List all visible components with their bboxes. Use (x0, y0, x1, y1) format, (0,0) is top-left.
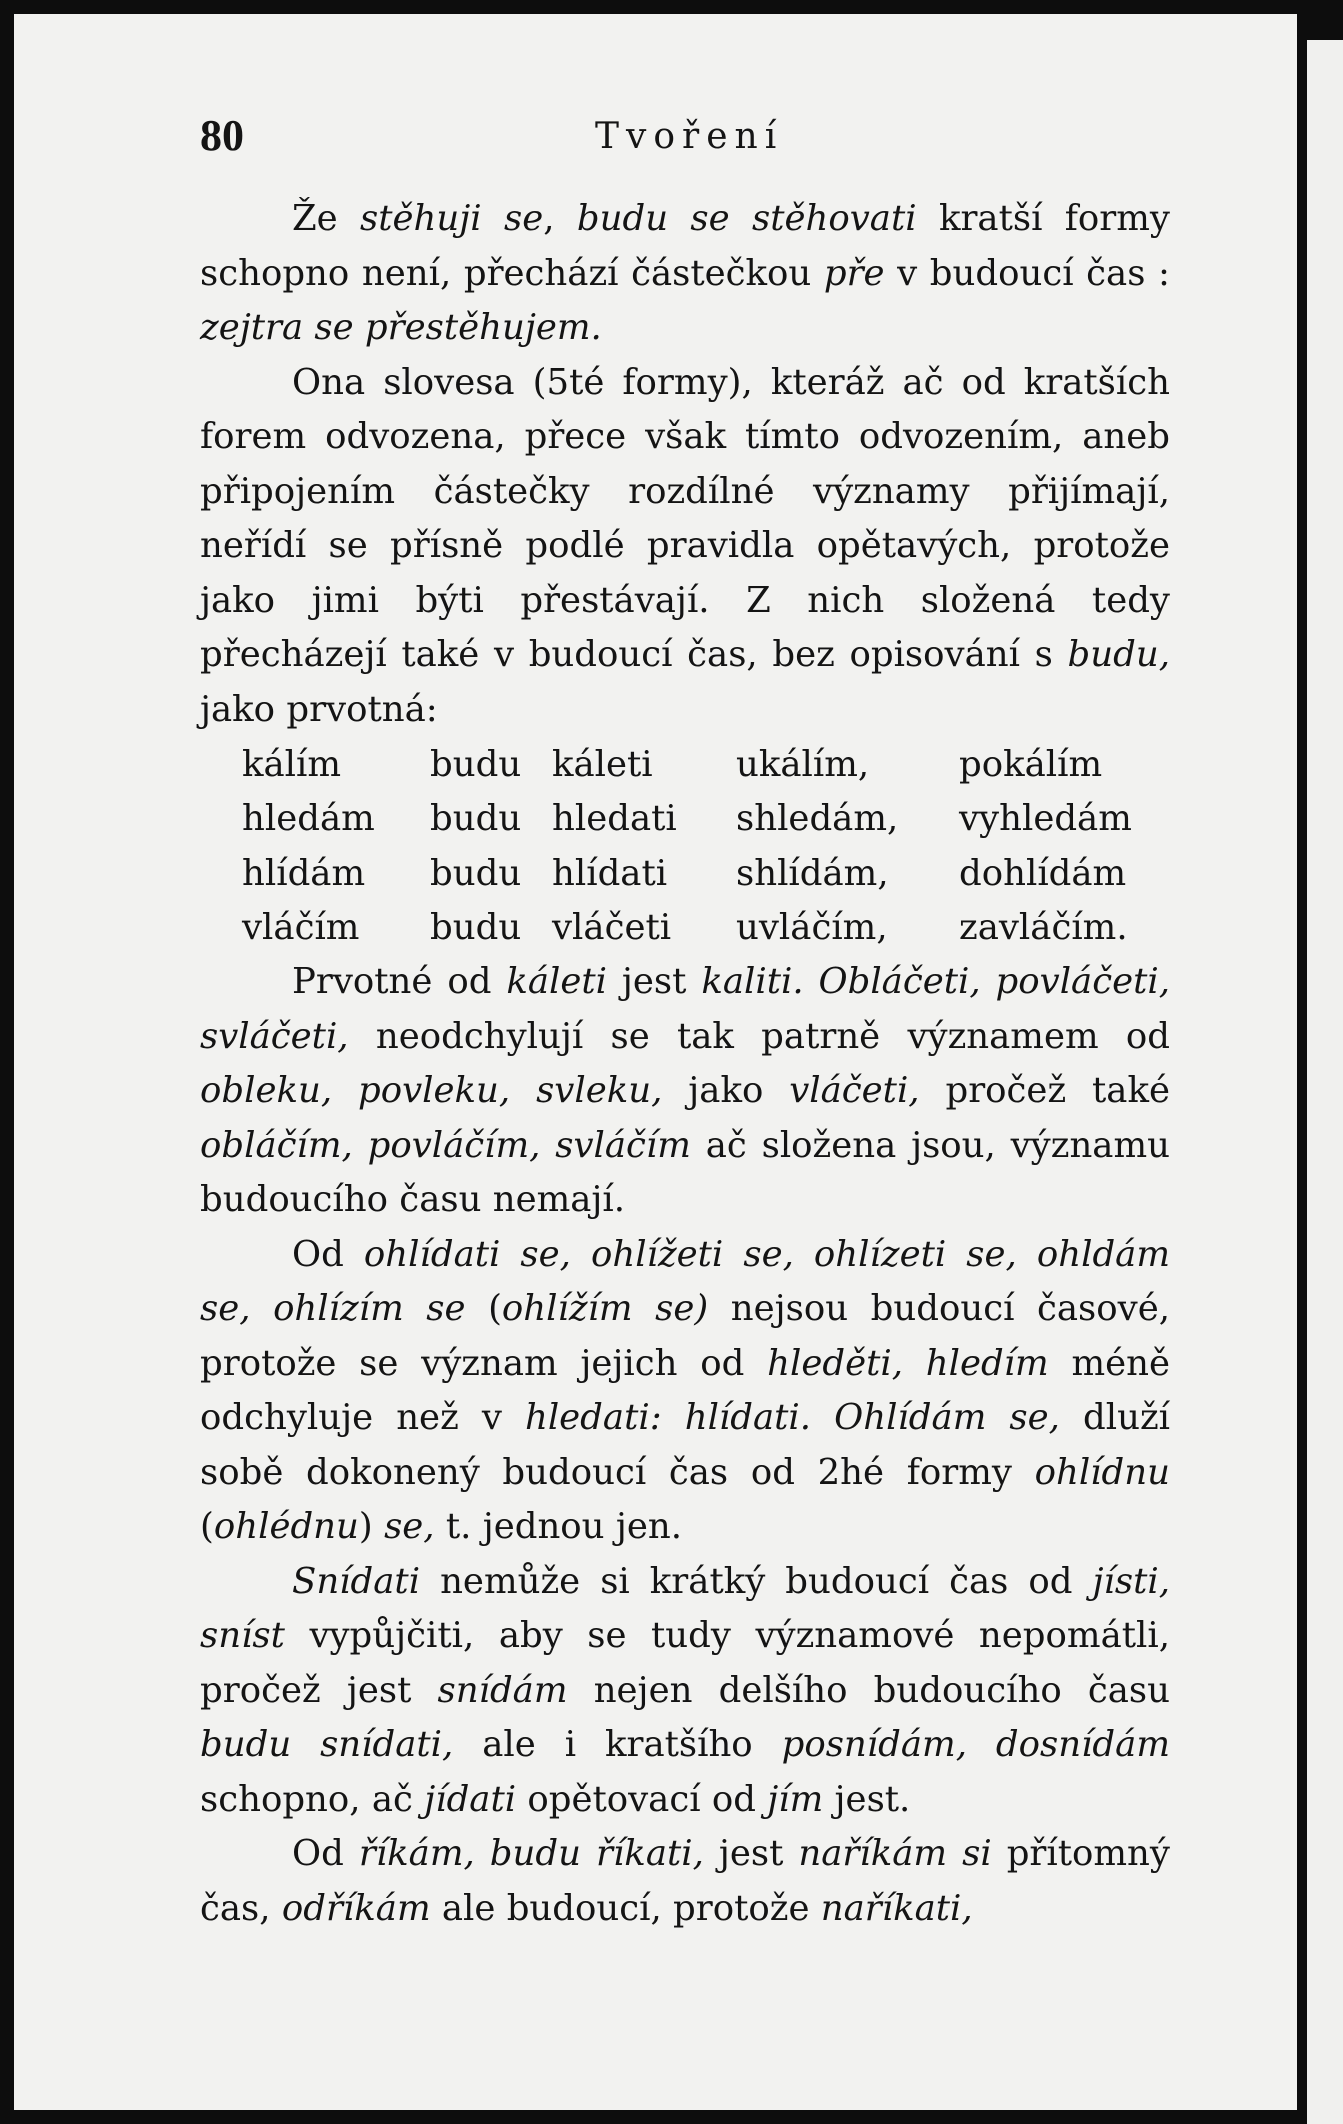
text-run: schopno, ač (200, 1778, 425, 1820)
italic-run: budu se stěhovati (576, 198, 917, 239)
italic-run: ohlídati se, ohlížeti se, ohlízeti se, ohldám se, ohlízím se (200, 1233, 1170, 1329)
text-run: jest (703, 1833, 799, 1874)
italic-run: vláčeti, (789, 1070, 920, 1111)
table-cell: hledám (242, 798, 375, 840)
text-run: ( (200, 1506, 214, 1547)
italic-run: jísti, sníst (200, 1560, 1170, 1656)
table-cell: vyhledám (959, 798, 1132, 840)
italic-run: ohlédnu (213, 1506, 359, 1547)
running-head: Tvoření (595, 116, 784, 157)
italic-run: naříkám si (798, 1833, 992, 1874)
paragraph (200, 1827, 1170, 1936)
italic-run: káleti (506, 961, 607, 1002)
text-run: pročež také (919, 1070, 1170, 1111)
italic-run: pře (823, 252, 885, 294)
table-row (242, 792, 1162, 847)
page-header (200, 110, 1170, 170)
table-cell: budu (430, 852, 522, 894)
table-cell: pokálím (959, 743, 1103, 785)
text-run: jako prvotná: (200, 688, 438, 730)
table-row (242, 901, 1162, 956)
italic-run: snídám (437, 1669, 568, 1711)
text-run: Prvotné od (292, 961, 507, 1002)
italic-run: obláčím, povláčím, svláčím (200, 1124, 691, 1166)
italic-run: odříkám (281, 1887, 431, 1929)
body-text (200, 192, 1170, 1936)
italic-run: ohlídnu (1034, 1451, 1170, 1493)
paragraph (200, 955, 1170, 1228)
italic-run: kaliti. Obláčeti, povláčeti, svláčeti, (200, 961, 1171, 1057)
text-run: ač složena jsou, významu budoucího času nemají. (200, 1124, 1170, 1220)
text-run: dluží sobě dokonený budoucí čas od 2hé formy (200, 1397, 1170, 1493)
text-run: přítomný čas, (200, 1833, 1170, 1929)
italic-run: obleku, povleku, svleku, (200, 1070, 663, 1111)
text-run: jest (607, 961, 702, 1002)
table-row (242, 846, 1162, 901)
text-run: kratší formy schopno není, přechází částečkou (200, 198, 1170, 294)
text-run: Že (292, 198, 361, 239)
table-cell: kálím (242, 743, 342, 785)
paragraph (200, 1228, 1170, 1555)
text-run: ( (465, 1288, 502, 1329)
table-cell: zavláčím. (959, 907, 1128, 949)
text-run: t. jednou jen. (434, 1506, 682, 1547)
italic-run: posnídám, dosnídám (781, 1724, 1170, 1765)
italic-run: jím (767, 1778, 824, 1820)
table-cell: shlídám, (736, 852, 889, 894)
table-cell: budu (430, 743, 522, 785)
table-cell: budu (430, 798, 522, 840)
italic-run: říkám, budu říkati, (358, 1833, 704, 1874)
paragraph (200, 1555, 1170, 1828)
verb-forms-table (242, 737, 1162, 955)
italic-run: jídati (424, 1778, 517, 1820)
text-run: ) (358, 1506, 385, 1547)
table-cell: uvláčím, (736, 907, 888, 949)
table-cell: vláčím (242, 907, 360, 949)
text-run: neodchylují se tak patrně významem od (348, 1015, 1170, 1057)
text-run: v budoucí čas : (884, 252, 1170, 294)
italic-run: naříkati, (820, 1887, 973, 1929)
text-run: Od (292, 1233, 364, 1275)
text-run: opětovací od (516, 1778, 768, 1820)
italic-run: budu, (1067, 634, 1170, 675)
text-run: Od (292, 1833, 359, 1874)
page-content (200, 110, 1170, 1936)
table-cell: dohlídám (959, 852, 1127, 894)
table-cell: hlídám (242, 852, 366, 894)
text-run: ale i kratšího (453, 1724, 782, 1765)
italic-run: zejtra se přestěhujem. (200, 307, 602, 348)
text-run: nejsou budoucí časové, protože se význam jejich od (200, 1288, 1170, 1384)
table-cell: shledám, (736, 798, 899, 840)
italic-run: ohlížím se) (501, 1288, 709, 1329)
text-run: méně odchyluje než v (200, 1342, 1171, 1438)
page-number: 80 (200, 111, 244, 160)
table-row (242, 737, 1162, 792)
table-cell: vláčeti (552, 907, 672, 949)
italic-run: hleděti, hledím (767, 1342, 1049, 1384)
italic-run: stěhuji se (360, 198, 544, 239)
italic-run: hledati: hlídati. Ohlídám se, (524, 1397, 1060, 1438)
paragraph (200, 192, 1170, 356)
table-cell: budu (430, 907, 522, 949)
paragraph (200, 356, 1170, 738)
text-run: ale budoucí, protože (430, 1887, 821, 1929)
table-cell: ukálím, (736, 743, 870, 785)
table-cell: hlídati (552, 852, 668, 894)
text-run: , (543, 198, 577, 239)
text-run: jest. (823, 1778, 911, 1820)
adjacent-page-edge (1307, 40, 1343, 2124)
italic-run: budu snídati, (200, 1724, 454, 1765)
table-cell: káleti (552, 743, 653, 785)
italic-run: se, (384, 1506, 435, 1547)
table-cell: hledati (552, 798, 677, 840)
italic-run: Snídati (292, 1560, 421, 1602)
text-run: jako (662, 1070, 790, 1111)
text-run: vypůjčiti, aby se tudy významové nepomátli, pročež jest (200, 1615, 1170, 1711)
text-run: nejen delšího budoucího času (567, 1669, 1171, 1711)
text-run: nemůže si krátký budoucí čas od (420, 1560, 1093, 1602)
text-run: Ona slovesa (5té formy), kteráž ač od kratších forem odvozena, přece však tímto odvozením, aneb připojením částečky rozdílné významy přijímají, neřídí se přísně podlé pravidla opětavých, protože jako jimi býti přestávají. Z nich složená tedy přecházejí také v budoucí čas, bez opisování s (200, 361, 1170, 675)
